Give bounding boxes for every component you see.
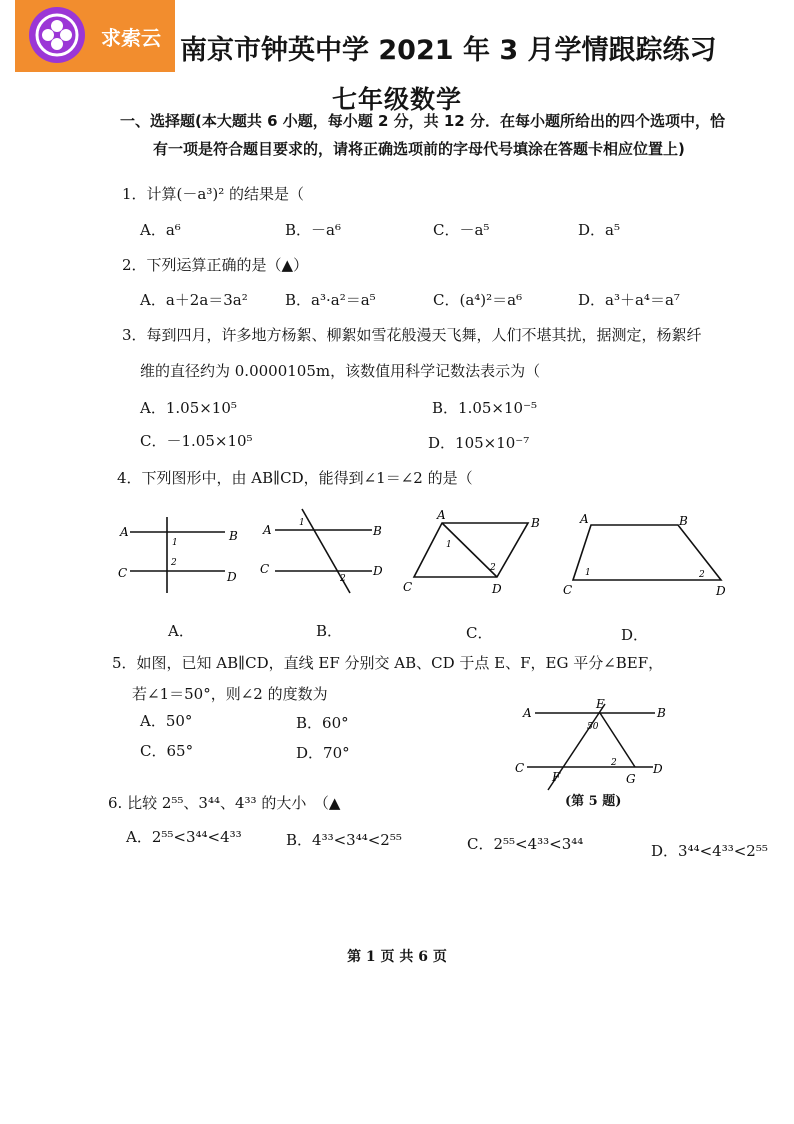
svg-text:B: B bbox=[229, 529, 238, 543]
svg-text:1: 1 bbox=[299, 518, 305, 528]
svg-text:E: E bbox=[596, 697, 605, 711]
figure-4c bbox=[403, 508, 540, 596]
question-5-option-d: D．70° bbox=[296, 744, 350, 762]
svg-text:C: C bbox=[118, 566, 128, 580]
logo-text: 求索云 bbox=[101, 26, 161, 50]
question-2-option-a: A．a＋2a＝3a² bbox=[140, 291, 248, 309]
logo-icon bbox=[29, 7, 85, 63]
question-2-stem: 2．下列运算正确的是（▲） bbox=[122, 256, 309, 274]
question-2-option-b: B．a³·a²＝a⁵ bbox=[285, 291, 376, 309]
question-3-option-c: C．－1.05×10⁵ bbox=[140, 432, 253, 450]
svg-text:B: B bbox=[373, 524, 382, 538]
logo-badge bbox=[15, 0, 175, 72]
svg-text:A: A bbox=[580, 512, 589, 526]
svg-text:C: C bbox=[515, 761, 525, 775]
svg-text:1: 1 bbox=[446, 540, 452, 550]
question-6-option-a: A．2⁵⁵<3⁴⁴<4³³ bbox=[126, 828, 242, 846]
section-heading-line2: 有一项是符合题目要求的，请将正确选项前的字母代号填涂在答题卡相应位置上) bbox=[153, 140, 685, 158]
question-5-stem-line1: 5．如图，已知 AB∥CD，直线 EF 分别交 AB、CD 于点 E、F，EG 平分∠BEF， bbox=[112, 654, 664, 672]
question-4-caption-d: D． bbox=[621, 626, 649, 644]
figure-4a bbox=[118, 517, 238, 593]
svg-text:A: A bbox=[437, 508, 446, 522]
svg-text:B: B bbox=[531, 516, 540, 530]
question-1-option-a: A．a⁶ bbox=[140, 221, 181, 239]
question-2-option-d: D．a³＋a⁴＝a⁷ bbox=[578, 291, 680, 309]
svg-text:2: 2 bbox=[340, 574, 346, 584]
figure-4d bbox=[563, 512, 726, 598]
question-5-option-a: A．50° bbox=[140, 712, 193, 730]
svg-text:D: D bbox=[653, 762, 663, 776]
question-4-figures bbox=[110, 505, 750, 605]
question-6-option-d: D．3⁴⁴<4³³<2⁵⁵ bbox=[651, 842, 768, 860]
svg-text:2: 2 bbox=[171, 558, 177, 568]
question-4-stem: 4．下列图形中，由 AB∥CD，能得到∠1＝∠2 的是（ bbox=[117, 469, 473, 487]
svg-text:1: 1 bbox=[172, 538, 178, 548]
question-1-option-c: C．－a⁵ bbox=[433, 221, 490, 239]
svg-text:1: 1 bbox=[585, 568, 591, 578]
svg-text:B: B bbox=[657, 706, 666, 720]
svg-text:D: D bbox=[373, 564, 383, 578]
svg-text:C: C bbox=[260, 562, 270, 576]
question-4-caption-a: A． bbox=[168, 622, 194, 640]
page-subtitle: 七年级数学 bbox=[331, 85, 462, 114]
svg-text:B: B bbox=[679, 514, 688, 528]
question-1-stem: 1．计算(－a³)² 的结果是（ bbox=[122, 185, 304, 203]
page-number: 第 1 页 共 6 页 bbox=[347, 949, 447, 965]
question-5-stem-line2: 若∠1＝50°，则∠2 的度数为 bbox=[132, 685, 328, 703]
svg-text:F: F bbox=[552, 770, 561, 784]
question-5-option-c: C．65° bbox=[140, 742, 194, 760]
question-3-option-b: B．1.05×10⁻⁵ bbox=[432, 399, 538, 417]
section-heading-line1: 一、选择题(本大题共 6 小题，每小题 2 分，共 12 分．在每小题所给出的四个选项中，恰 bbox=[120, 112, 725, 130]
svg-text:C: C bbox=[403, 580, 413, 594]
svg-text:A: A bbox=[120, 525, 129, 539]
svg-text:2: 2 bbox=[611, 758, 617, 768]
question-3-stem-line2: 维的直径约为 0.0000105m，该数值用科学记数法表示为（ bbox=[140, 362, 541, 380]
svg-text:D: D bbox=[492, 582, 502, 596]
svg-text:G: G bbox=[626, 772, 636, 786]
svg-text:2: 2 bbox=[490, 563, 496, 573]
question-5-figure-caption: (第 5 题) bbox=[565, 794, 622, 809]
question-6-stem: 6. 比较 2⁵⁵、3⁴⁴、4³³ 的大小 （▲ bbox=[108, 794, 341, 812]
svg-text:A: A bbox=[523, 706, 532, 720]
figure-4b bbox=[260, 509, 383, 593]
svg-text:D: D bbox=[227, 570, 237, 584]
question-1-option-b: B．－a⁶ bbox=[285, 221, 341, 239]
page-title: 南京市钟英中学 2021 年 3 月学情跟踪练习 bbox=[180, 35, 717, 66]
question-4-caption-b: B． bbox=[316, 622, 343, 640]
svg-text:C: C bbox=[563, 583, 573, 597]
question-5-option-b: B．60° bbox=[296, 714, 349, 732]
question-4-caption-c: C． bbox=[466, 624, 493, 642]
svg-text:A: A bbox=[263, 523, 272, 537]
question-6-option-b: B．4³³<3⁴⁴<2⁵⁵ bbox=[286, 831, 402, 849]
svg-text:D: D bbox=[716, 584, 726, 598]
question-3-stem-line1: 3．每到四月，许多地方杨絮、柳絮如雪花般漫天飞舞，人们不堪其扰，据测定，杨絮纤 bbox=[122, 326, 702, 344]
question-6-option-c: C．2⁵⁵<4³³<3⁴⁴ bbox=[467, 835, 584, 853]
question-5-figure bbox=[515, 695, 675, 795]
svg-text:2: 2 bbox=[699, 570, 705, 580]
question-3-option-a: A．1.05×10⁵ bbox=[140, 399, 237, 417]
question-1-option-d: D．a⁵ bbox=[578, 221, 620, 239]
question-3-option-d: D．105×10⁻⁷ bbox=[428, 434, 530, 452]
question-2-option-c: C．(a⁴)²＝a⁶ bbox=[433, 291, 523, 309]
svg-text:50: 50 bbox=[587, 722, 599, 732]
